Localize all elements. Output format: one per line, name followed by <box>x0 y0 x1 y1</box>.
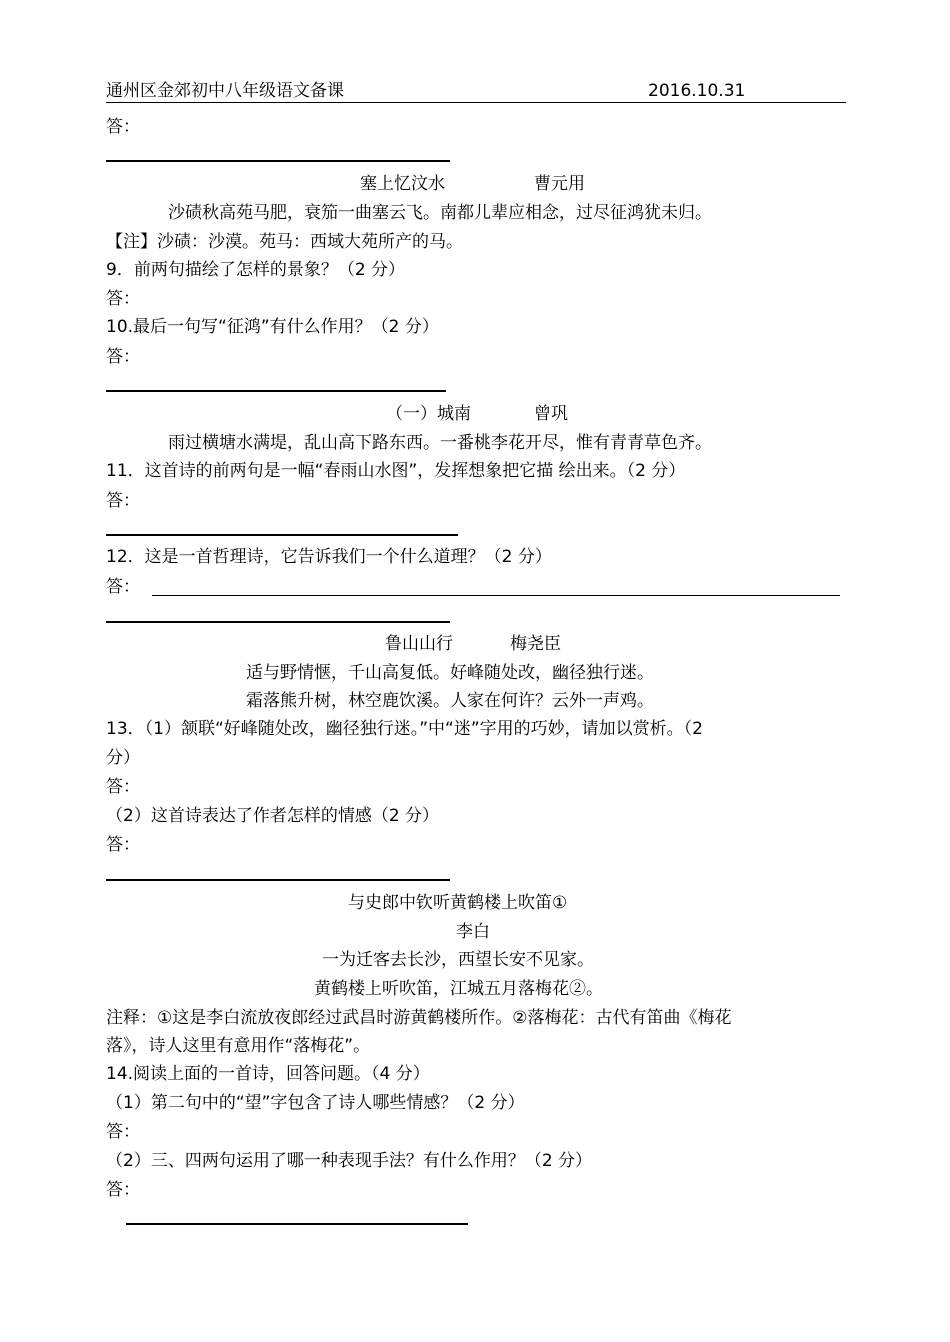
poem-line: 霜落熊升树，林空鹿饮溪。人家在何许？云外一声鸡。 <box>246 691 654 711</box>
poem-line: 黄鹤楼上听吹笛，江城五月落梅花②。 <box>314 979 603 999</box>
poem-line: 沙碛秋高苑马肥，衰笳一曲塞云飞。南都儿辈应相念，过尽征鸿犹未归。 <box>168 203 712 223</box>
answer-label: 答： <box>106 577 140 597</box>
poem-note-cont: 落》，诗人这里有意用作“落梅花”。 <box>106 1036 371 1056</box>
section-divider <box>106 879 450 881</box>
poem-line: 适与野情惬，千山高复低。好峰随处改，幽径独行迷。 <box>246 663 654 683</box>
poem-title: 鲁山山行 <box>385 634 453 654</box>
poem-title: （一）城南 <box>386 404 471 424</box>
header-title: 通州区金郊初中八年级语文备课 <box>106 81 344 101</box>
answer-label: 答： <box>106 347 140 367</box>
answer-label: 答： <box>106 1180 140 1200</box>
answer-label: 答： <box>106 289 140 309</box>
header-rule <box>106 102 846 103</box>
section-divider <box>106 534 458 536</box>
poem-title: 与史郎中钦听黄鹤楼上吹笛① <box>348 893 568 913</box>
question-13-2: （2）这首诗表达了作者怎样的情感（2 分） <box>106 806 440 826</box>
poem-note: 【注】沙碛：沙漠。苑马：西域大苑所产的马。 <box>106 232 463 252</box>
poem-author: 梅尧臣 <box>510 634 561 654</box>
question-10: 10.最后一句写“征鸿”有什么作用？（2 分） <box>106 317 439 337</box>
header-date: 2016.10.31 <box>648 81 746 101</box>
answer-label: 答： <box>106 117 140 137</box>
section-divider <box>126 1223 468 1225</box>
question-13-1-cont: 分） <box>106 748 140 768</box>
poem-author: 曾巩 <box>534 404 568 424</box>
question-11: 11．这首诗的前两句是一幅“春雨山水图”，发挥想象把它描 绘出来。（2 分） <box>106 461 686 481</box>
section-divider <box>106 160 450 162</box>
answer-line <box>152 595 840 596</box>
section-divider <box>106 390 446 392</box>
answer-label: 答： <box>106 1122 140 1142</box>
question-14: 14.阅读上面的一首诗，回答问题。（4 分） <box>106 1064 430 1084</box>
poem-title: 塞上忆汶水 <box>360 174 445 194</box>
question-14-1: （1）第二句中的“望”字包含了诗人哪些情感？（2 分） <box>106 1093 525 1113</box>
answer-label: 答： <box>106 835 140 855</box>
section-divider <box>106 621 450 623</box>
poem-author: 曹元用 <box>534 174 585 194</box>
answer-label: 答： <box>106 491 140 511</box>
question-14-2: （2）三、四两句运用了哪一种表现手法？有什么作用？（2 分） <box>106 1151 593 1171</box>
poem-note: 注释：①这是李白流放夜郎经过武昌时游黄鹤楼所作。②落梅花：古代有笛曲《梅花 <box>106 1008 732 1028</box>
poem-author: 李白 <box>456 922 490 942</box>
answer-label: 答： <box>106 777 140 797</box>
question-9: 9．前两句描绘了怎样的景象？（2 分） <box>106 260 406 280</box>
poem-line: 雨过横塘水满堤，乱山高下路东西。一番桃李花开尽，惟有青青草色齐。 <box>168 433 712 453</box>
poem-line: 一为迁客去长沙，西望长安不见家。 <box>322 950 594 970</box>
question-13-1: 13．（1）颔联“好峰随处改，幽径独行迷。”中“迷”字用的巧妙，请加以赏析。（2 <box>106 719 703 739</box>
question-12: 12．这是一首哲理诗，它告诉我们一个什么道理？（2 分） <box>106 547 552 567</box>
